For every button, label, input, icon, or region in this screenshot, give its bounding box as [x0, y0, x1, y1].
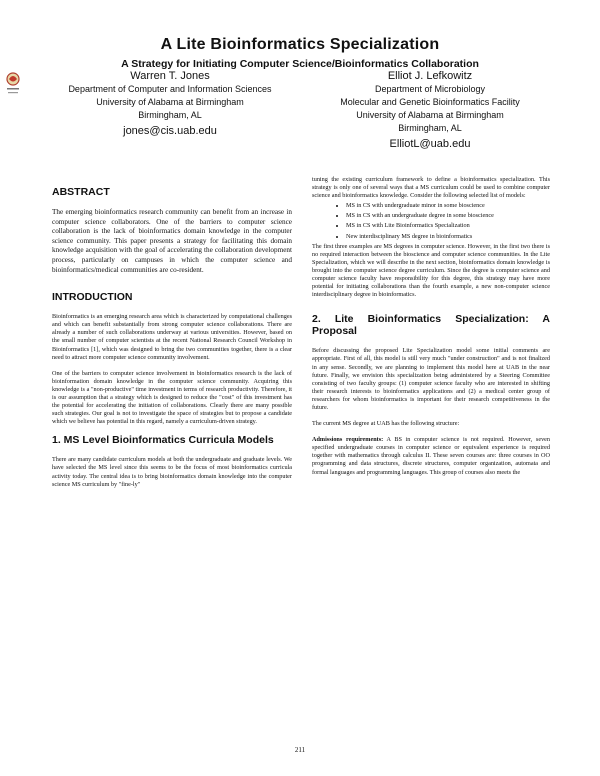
introduction-paragraph-1: Bioinformatics is an emerging research area which is characterized by computational challenges and which can benefit substantially from strong computer science collaborations. There are already a number of such collaborations underway at various universities. However, based on the small number of computer scientists at the recent National Research Council Workshop in Bioinformatics [1], which was designed to bring the two communities together, there is a clear need to attract more computer science community involvement.: [52, 313, 292, 361]
section-2-paragraph-1: Before discussing the proposed Lite Specialization model some initial comments are appropriate. First of all, this model is still very much "under construction" and is not finalized in any sense. Secondly, we are planning to implement this model here at UAB in the near future. Finally, we envision this specialization being administered by a Steering Committee consisting of two faculty groups: (1) computer science faculty who are interested in shifting their research interests to bioinformatics applications and (2) a medical center group of researchers for whom bioinformatics is important for their research competitiveness in the future.: [312, 347, 550, 411]
admissions-text: A BS in computer science is not required. However, seven specified undergraduate courses in computer science or equivalent experience is required together with mathematics through calculus II. These seven courses are: three courses in OO programming and data structures, discrete structures, computer organization, automata and formal languages and programming languages. This group of courses also meets the: [312, 436, 551, 476]
author-city: Birmingham, AL: [138, 110, 202, 120]
section-2-paragraph-2: The current MS degree at UAB has the following structure:: [312, 420, 460, 428]
list-item: • New interdisciplinary MS degree in bioinformatics: [346, 233, 550, 241]
conference-logo-icon: [5, 70, 21, 98]
right-column: [312, 176, 550, 485]
abstract-text: The emerging bioinformatics research community can benefit from an increase in computer science collaborators. One of the barriers to computer science collaboration is the lack of bioinformatics domain knowledge in the computer science community. This paper presents a strategy for facilitating this domain knowledge acquisition with the goal of accelerating the collaboration development process, particularly on campuses in which the computer science and bioinformatics/medical communities are co-resident.: [52, 208, 292, 274]
author-email: jones@cis.uab.edu: [123, 125, 217, 137]
author-facility: Molecular and Genetic Bioinformatics Facility: [340, 97, 520, 107]
admissions-label: Admissions requirements:: [312, 436, 384, 444]
author-department: Department of Computer and Information Sciences: [68, 84, 272, 94]
author-name: Elliot J. Lefkowitz: [387, 70, 473, 82]
author-name: Warren T. Jones: [130, 70, 210, 82]
models-list: [312, 202, 550, 240]
author-block-1: [60, 70, 280, 138]
section-2-paragraph-3: [312, 436, 550, 476]
right-paragraph-1: tuning the existing curriculum framework to define a bioinformatics specialization. This strategy is only one of several ways that a MS curriculum could be used to combine computer science and bioinformatics knowledge. Consider the following selected list of models:: [312, 176, 550, 200]
author-university: University of Alabama at Birmingham: [96, 97, 244, 107]
paper-title: A Lite Bioinformatics Specialization: [160, 36, 440, 53]
author-block-2: [320, 70, 540, 151]
list-item: • MS in CS with undergraduate minor in some bioscience: [346, 202, 550, 210]
section-1-paragraph: There are many candidate curriculum models at both the undergraduate and graduate levels. We have selected the MS level since this seems to be the focus of most bioinformatics curricula activity today. The central idea is to bring bioinformatics domain knowledge into the computer science MS curriculum by "fine-ly": [52, 456, 292, 488]
author-department: Department of Microbiology: [374, 84, 486, 94]
list-item: • MS in CS with an undergraduate degree in some bioscience: [346, 212, 550, 220]
right-paragraph-2: The first three examples are MS degrees in computer science. However, in the first two there is no required interaction between the bioscience and computer science communities. In the Lite Specialization, which we will describe in the next section, bioinformatics domain knowledge is brought into the computer science degree curriculum. Since the degree is computer science and computer science faculty have responsibility for this degree, this strategy may have more potential for initiating collaborations than the fourth example, a new non-computer science interdisciplinary degree in bioinformatics.: [312, 242, 550, 299]
page-number: 211: [294, 746, 306, 754]
author-email: ElliotL@uab.edu: [389, 138, 471, 150]
list-item: • MS in CS with Lite Bioinformatics Specialization: [346, 222, 550, 230]
section-2-heading: 2. Lite Bioinformatics Specialization: A Proposal: [312, 313, 550, 338]
paper-subtitle: A Strategy for Initiating Computer Science/Bioinformatics Collaboration: [121, 58, 479, 70]
introduction-heading: INTRODUCTION: [52, 291, 133, 304]
section-1-heading: 1. MS Level Bioinformatics Curricula Models: [52, 434, 274, 447]
author-university: University of Alabama at Birmingham: [356, 110, 504, 120]
abstract-heading: ABSTRACT: [52, 186, 110, 198]
left-column: [52, 178, 292, 497]
introduction-paragraph-2: One of the barriers to computer science involvement in bioinformatics research is the lack of bioinformation domain knowledge in the computer science community. Acquiring this knowledge is a "non-productive" time investment in terms of research productivity. Therefore, it is our assumption that a strategy which is designed to reduce the "cost" of this investment has the potential for accelerating the initiation of collaborations. Clearly there are many possible such strategies. Our goal is not to investigate the space of strategies but to propose a candidate which we believe has potential in this regard, namely a curriculum-driven strategy.: [52, 369, 292, 426]
author-city: Birmingham, AL: [398, 123, 462, 133]
